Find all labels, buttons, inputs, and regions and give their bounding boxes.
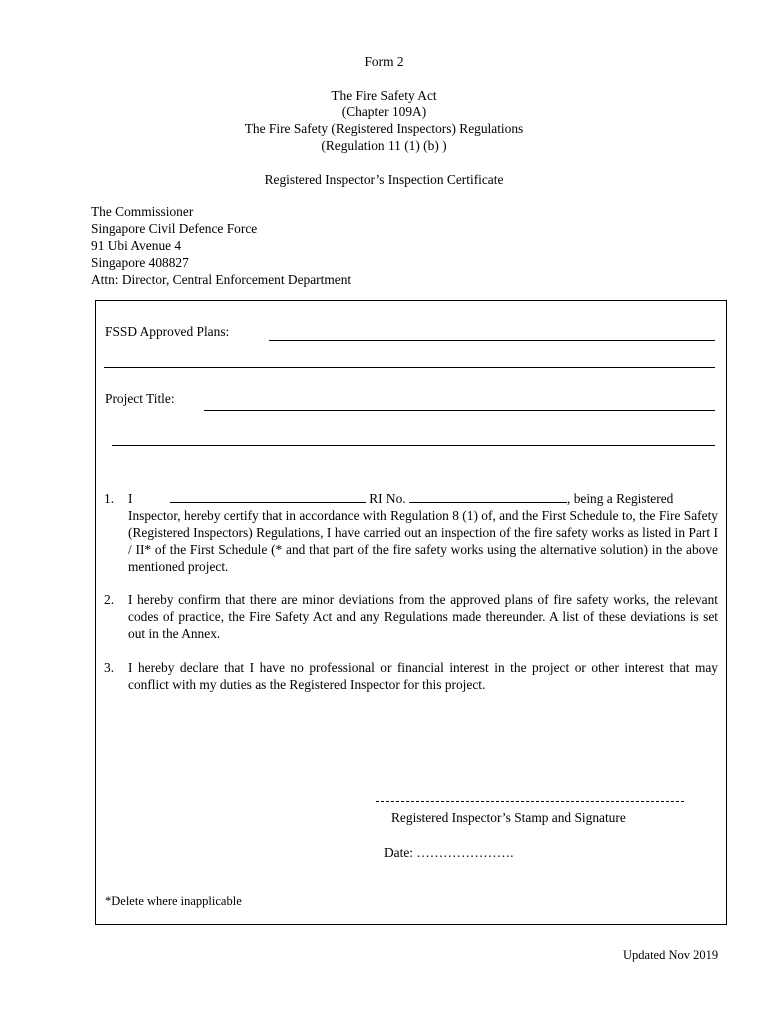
item-text	[128, 490, 718, 575]
date-field[interactable]: Date: ………………….	[384, 845, 514, 860]
approved-plans-field-continued[interactable]	[104, 367, 715, 368]
address-line: 91 Ubi Avenue 4	[91, 238, 182, 253]
item-1-body: Inspector, hereby certify that in accordance with Regulation 8 (1) of, and the First Schedule to, the Fire Safety (Registered Inspectors) Regulations, I have carried out an inspection of the fire safety works as listed in Part I / II* of the First Schedule (* and that part of the fire safety works using the alternative solution) in the above mentioned project.	[128, 508, 718, 574]
item-number: 2.	[104, 592, 115, 607]
regulation-reference: (Regulation 11 (1) (b) )	[321, 138, 447, 153]
item-number: 1.	[104, 491, 115, 506]
address-line: Attn: Director, Central Enforcement Department	[91, 272, 352, 287]
project-title-field[interactable]	[204, 410, 715, 411]
updated-date: Updated Nov 2019	[623, 948, 719, 962]
address-line: The Commissioner	[91, 204, 194, 219]
address-line: Singapore Civil Defence Force	[91, 221, 258, 236]
approved-plans-label: FSSD Approved Plans:	[105, 324, 230, 339]
ri-number-label: RI No.	[369, 491, 406, 506]
footnote: *Delete where inapplicable	[105, 894, 242, 908]
regulations-title: The Fire Safety (Registered Inspectors) Regulations	[244, 121, 524, 136]
form-number: Form 2	[364, 54, 404, 69]
inspector-pronoun: I	[128, 491, 133, 506]
being-text: , being a Registered	[567, 491, 674, 506]
signature-label: Registered Inspector’s Stamp and Signature	[391, 810, 626, 825]
signature-line[interactable]	[376, 801, 684, 802]
certificate-title: Registered Inspector’s Inspection Certificate	[264, 172, 504, 187]
project-title-label: Project Title:	[105, 391, 175, 406]
item-2-body: I hereby confirm that there are minor deviations from the approved plans of fire safety works, the relevant codes of practice, the Fire Safety Act and any Regulations made thereunder. A list of these deviations is set out in the Annex.	[128, 592, 718, 641]
recipient-address	[91, 203, 351, 288]
item-3-body: I hereby declare that I have no professional or financial interest in the project or other interest that may conflict with my duties as the Registered Inspector for this project.	[128, 660, 718, 692]
project-title-field-continued[interactable]	[112, 445, 715, 446]
address-line: Singapore 408827	[91, 255, 189, 270]
chapter-reference: (Chapter 109A)	[341, 104, 427, 119]
inspector-name-field[interactable]	[170, 490, 366, 503]
item-number: 3.	[104, 660, 115, 675]
act-title: The Fire Safety Act	[331, 88, 437, 103]
approved-plans-field[interactable]	[269, 340, 715, 341]
ri-number-field[interactable]	[409, 490, 567, 503]
